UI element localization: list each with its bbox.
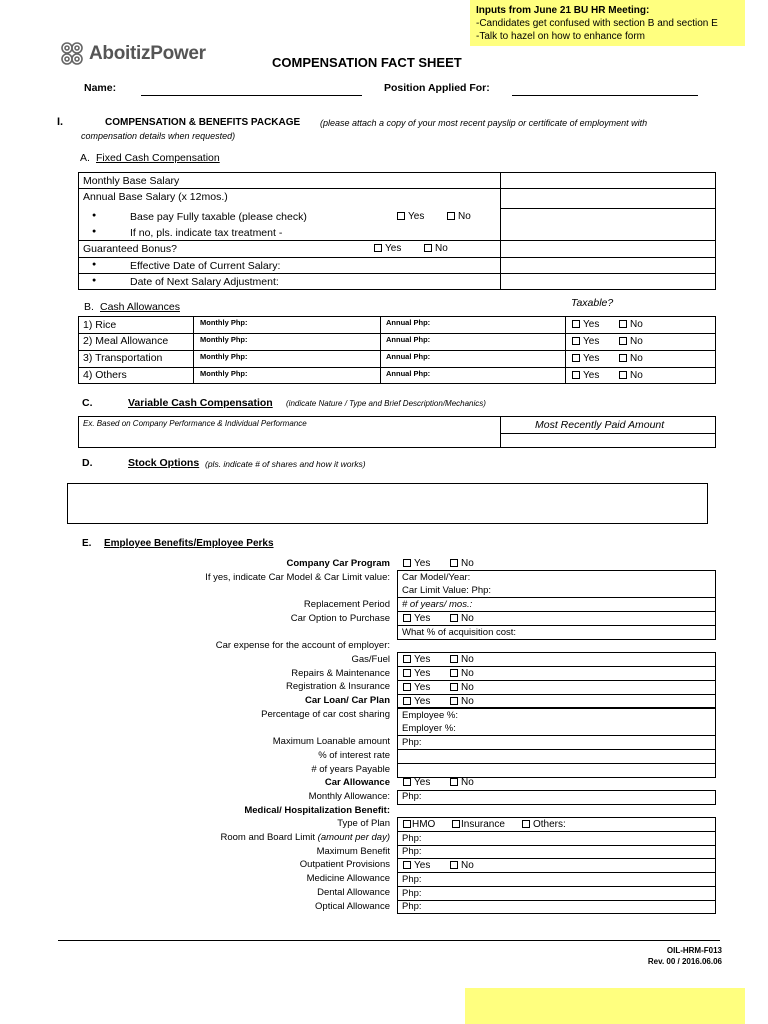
no-label: No xyxy=(630,319,643,330)
hmo-label: HMO xyxy=(412,819,436,830)
yes-label: Yes xyxy=(414,860,431,871)
checkbox-icon xyxy=(450,614,458,622)
monthly-php-label: Monthly Php: xyxy=(200,335,248,344)
monthly-allowance-box[interactable] xyxy=(397,790,716,805)
no-label: No xyxy=(630,353,643,364)
car-model-question: If yes, indicate Car Model & Car Limit value: xyxy=(205,571,390,583)
position-label: Position Applied For: xyxy=(384,82,490,94)
repairs-yes-checkbox[interactable] xyxy=(403,668,430,679)
allowance-others: 4) Others xyxy=(83,369,127,381)
dental-php: Php: xyxy=(402,888,422,899)
highlight-box xyxy=(465,988,745,1024)
section-1-number: I. xyxy=(57,116,64,128)
taxable-header: Taxable? xyxy=(571,297,614,309)
car-allowance-no-checkbox[interactable] xyxy=(450,777,474,788)
company-logo xyxy=(58,40,206,68)
allowance-meal: 2) Meal Allowance xyxy=(83,335,169,347)
annual-php-label: Annual Php: xyxy=(386,335,431,344)
registration-no-checkbox[interactable] xyxy=(450,682,474,693)
checkbox-icon xyxy=(572,354,580,362)
checkbox-icon xyxy=(403,655,411,663)
monthly-php-label: Monthly Php: xyxy=(200,318,248,327)
max-benefit-label: Maximum Benefit xyxy=(316,845,390,857)
checkbox-icon xyxy=(619,354,627,362)
section-c-note: (indicate Nature / Type and Brief Description/Mechanics) xyxy=(286,399,486,408)
max-loanable-php: Php: xyxy=(402,737,422,748)
no-label: No xyxy=(458,211,471,222)
no-label: No xyxy=(630,336,643,347)
yes-label: Yes xyxy=(414,682,431,693)
others-yes-checkbox[interactable] xyxy=(572,370,599,381)
section-c-title: Variable Cash Compensation xyxy=(128,397,273,409)
annual-php-label: Annual Php: xyxy=(386,318,431,327)
insurance-checkbox[interactable] xyxy=(452,819,505,830)
section-d-letter: D. xyxy=(82,457,93,469)
checkbox-icon xyxy=(403,820,411,828)
name-label: Name: xyxy=(84,82,117,94)
insurance-label: Insurance xyxy=(461,819,505,830)
checkbox-icon xyxy=(572,320,580,328)
employer-pct-field: Employer %: xyxy=(402,723,456,734)
type-of-plan-label: Type of Plan xyxy=(337,818,390,830)
yes-label: Yes xyxy=(414,558,431,569)
page-title: COMPENSATION FACT SHEET xyxy=(272,55,462,70)
max-benefit-php: Php: xyxy=(402,846,422,857)
room-board-text: Room and Board Limit xyxy=(220,832,316,844)
section-e-title: Employee Benefits/Employee Perks xyxy=(104,538,274,549)
section-a-title: Fixed Cash Compensation xyxy=(96,152,220,164)
others-no-checkbox[interactable] xyxy=(619,370,643,381)
room-board-label xyxy=(130,831,390,845)
meal-yes-checkbox[interactable] xyxy=(572,336,599,347)
section-d-title: Stock Options xyxy=(128,457,200,469)
optical-php: Php: xyxy=(402,901,422,912)
car-expense-label: Car expense for the account of employer: xyxy=(215,640,390,652)
checkbox-icon xyxy=(619,320,627,328)
no-label: No xyxy=(461,654,474,665)
note-title: Inputs from June 21 BU HR Meeting: xyxy=(476,5,650,16)
car-option-yes-checkbox[interactable] xyxy=(403,613,430,624)
note-line-1: -Candidates get confused with section B and section E xyxy=(476,18,718,29)
gas-yes-checkbox[interactable] xyxy=(403,654,430,665)
medicine-php: Php: xyxy=(402,874,422,885)
yes-label: Yes xyxy=(408,211,425,222)
note-line-2: -Talk to hazel on how to enhance form xyxy=(476,31,645,42)
no-label: No xyxy=(461,613,474,624)
section-b-title: Cash Allowances xyxy=(100,301,180,313)
most-recent-amount-header: Most Recently Paid Amount xyxy=(535,419,665,431)
yes-label: Yes xyxy=(414,777,431,788)
car-limit-field: Car Limit Value: Php: xyxy=(402,585,492,596)
checkbox-icon xyxy=(374,244,382,252)
yes-label: Yes xyxy=(385,243,402,254)
checkbox-icon xyxy=(424,244,432,252)
yes-label: Yes xyxy=(583,370,600,381)
annual-base-salary-label: Annual Base Salary (x 12mos.) xyxy=(83,191,228,203)
checkbox-icon xyxy=(447,212,455,220)
allowance-rice: 1) Rice xyxy=(83,319,117,331)
checkbox-icon xyxy=(403,861,411,869)
bonus-no-checkbox[interactable] xyxy=(424,243,448,254)
variable-cash-example: Ex. Based on Company Performance & Individual Performance xyxy=(83,419,307,428)
next-adjustment-label: Date of Next Salary Adjustment: xyxy=(130,276,279,288)
what-pct-field: What % of acquisition cost: xyxy=(402,627,517,638)
meal-no-checkbox[interactable] xyxy=(619,336,643,347)
bullet: ● xyxy=(92,277,97,284)
outpatient-no-checkbox[interactable] xyxy=(450,860,474,871)
checkbox-icon xyxy=(572,337,580,345)
years-mos-field: # of years/ mos.: xyxy=(402,599,473,610)
monthly-allowance-label: Monthly Allowance: xyxy=(308,790,390,802)
logo-text: AboitizPower xyxy=(89,43,206,64)
yes-label: Yes xyxy=(583,336,600,347)
hmo-checkbox[interactable] xyxy=(403,819,435,830)
checkbox-icon xyxy=(450,683,458,691)
years-payable-label: # of years Payable xyxy=(311,763,390,775)
monthly-allowance-php: Php: xyxy=(402,791,422,802)
medical-benefit-label: Medical/ Hospitalization Benefit: xyxy=(244,804,390,816)
section-1-title: COMPENSATION & BENEFITS PACKAGE xyxy=(105,117,301,128)
dental-allowance-label: Dental Allowance xyxy=(317,886,390,898)
max-loanable-label: Maximum Loanable amount xyxy=(272,736,390,748)
company-car-no-checkbox[interactable] xyxy=(450,558,474,569)
outpatient-yes-checkbox[interactable] xyxy=(403,860,430,871)
checkbox-icon xyxy=(397,212,405,220)
guaranteed-bonus-label: Guaranteed Bonus? xyxy=(83,243,177,255)
checkbox-icon xyxy=(619,371,627,379)
repairs-no-checkbox[interactable] xyxy=(450,668,474,679)
yes-label: Yes xyxy=(414,696,431,707)
checkbox-icon xyxy=(450,697,458,705)
yes-label: Yes xyxy=(414,668,431,679)
no-label: No xyxy=(461,682,474,693)
section-b-letter: B. xyxy=(84,301,94,313)
room-board-php: Php: xyxy=(402,833,422,844)
no-label: No xyxy=(435,243,448,254)
employee-pct-field: Employee %: xyxy=(402,710,458,721)
benefits-labels xyxy=(130,557,390,913)
car-option-label: Car Option to Purchase xyxy=(290,612,390,624)
checkbox-icon xyxy=(450,669,458,677)
per-day-note: (amount per day) xyxy=(317,832,390,844)
no-label: No xyxy=(461,777,474,788)
base-pay-taxable-label: Base pay Fully taxable (please check) xyxy=(130,211,307,223)
car-loan-yes-checkbox[interactable] xyxy=(403,696,430,707)
car-model-field: Car Model/Year: xyxy=(402,572,471,583)
checkbox-icon xyxy=(619,337,627,345)
checkbox-icon xyxy=(403,669,411,677)
interest-rate-label: % of interest rate xyxy=(318,749,390,761)
checkbox-icon xyxy=(403,559,411,567)
checkbox-icon xyxy=(450,778,458,786)
rice-no-checkbox[interactable] xyxy=(619,319,643,330)
no-label: No xyxy=(461,696,474,707)
registration-yes-checkbox[interactable] xyxy=(403,682,430,693)
transport-no-checkbox[interactable] xyxy=(619,353,643,364)
outpatient-label: Outpatient Provisions xyxy=(299,859,390,871)
section-a-letter: A. xyxy=(80,152,90,164)
bullet: ● xyxy=(92,212,97,219)
section-e-letter: E. xyxy=(82,538,92,549)
effective-date-label: Effective Date of Current Salary: xyxy=(130,260,281,272)
car-loan-no-checkbox[interactable] xyxy=(450,696,474,707)
checkbox-icon xyxy=(572,371,580,379)
company-car-yes-checkbox[interactable] xyxy=(403,558,430,569)
no-label: No xyxy=(630,370,643,381)
bullet: ● xyxy=(92,261,97,268)
registration-label: Registration & Insurance xyxy=(285,681,390,693)
no-label: No xyxy=(461,558,474,569)
car-allowance-yes-checkbox[interactable] xyxy=(403,777,430,788)
allowance-transportation: 3) Transportation xyxy=(83,352,163,364)
no-label: No xyxy=(461,860,474,871)
section-c-letter: C. xyxy=(82,397,93,409)
car-option-no-checkbox[interactable] xyxy=(450,613,474,624)
checkbox-icon xyxy=(450,861,458,869)
monthly-php-label: Monthly Php: xyxy=(200,369,248,378)
car-loan-label: Car Loan/ Car Plan xyxy=(305,695,390,707)
no-label: No xyxy=(461,668,474,679)
monthly-base-salary-label: Monthly Base Salary xyxy=(83,175,180,187)
name-field[interactable] xyxy=(141,95,362,96)
repairs-label: Repairs & Maintenance xyxy=(291,667,390,679)
meeting-note-text xyxy=(476,4,746,43)
position-field[interactable] xyxy=(512,95,698,96)
section-1-note-2: compensation details when requested) xyxy=(81,131,236,141)
gas-fuel-label: Gas/Fuel xyxy=(351,653,390,665)
annual-php-label: Annual Php: xyxy=(386,369,431,378)
checkbox-icon xyxy=(403,614,411,622)
rice-yes-checkbox[interactable] xyxy=(572,319,599,330)
pct-sharing-label: Percentage of car cost sharing xyxy=(261,708,390,720)
checkbox-icon xyxy=(403,697,411,705)
others-label: Others: xyxy=(533,819,566,830)
form-code: OIL-HRM-F013 xyxy=(666,946,722,955)
gas-no-checkbox[interactable] xyxy=(450,654,474,665)
checkbox-icon xyxy=(403,683,411,691)
form-revision: Rev. 00 / 2016.06.06 xyxy=(647,957,722,966)
checkbox-icon xyxy=(403,778,411,786)
yes-label: Yes xyxy=(414,613,431,624)
annual-php-label: Annual Php: xyxy=(386,352,431,361)
section-1-note-1: (please attach a copy of your most recent payslip or certificate of employment with xyxy=(320,118,648,128)
footer-divider xyxy=(58,940,720,941)
replacement-period-label: Replacement Period xyxy=(303,599,390,611)
checkbox-icon xyxy=(452,820,460,828)
bullet: ● xyxy=(92,228,97,235)
yes-label: Yes xyxy=(414,654,431,665)
car-allowance-label: Car Allowance xyxy=(324,777,390,789)
transport-yes-checkbox[interactable] xyxy=(572,353,599,364)
company-car-label: Company Car Program xyxy=(286,558,390,569)
checkbox-icon xyxy=(450,559,458,567)
bonus-yes-checkbox[interactable] xyxy=(374,243,401,254)
checkbox-icon xyxy=(450,655,458,663)
base-pay-yes-checkbox[interactable] xyxy=(397,211,424,222)
stock-options-box[interactable] xyxy=(67,483,708,524)
yes-label: Yes xyxy=(583,319,600,330)
tax-treatment-label: If no, pls. indicate tax treatment - xyxy=(130,227,283,239)
medicine-allowance-label: Medicine Allowance xyxy=(306,873,390,885)
others-plan-checkbox[interactable] xyxy=(522,819,566,830)
monthly-php-label: Monthly Php: xyxy=(200,352,248,361)
yes-label: Yes xyxy=(583,353,600,364)
checkbox-icon xyxy=(522,820,530,828)
logo-mark-icon xyxy=(58,40,86,68)
section-d-note: (pls. indicate # of shares and how it works) xyxy=(205,459,366,469)
optical-allowance-label: Optical Allowance xyxy=(315,900,390,912)
base-pay-no-checkbox[interactable] xyxy=(447,211,471,222)
